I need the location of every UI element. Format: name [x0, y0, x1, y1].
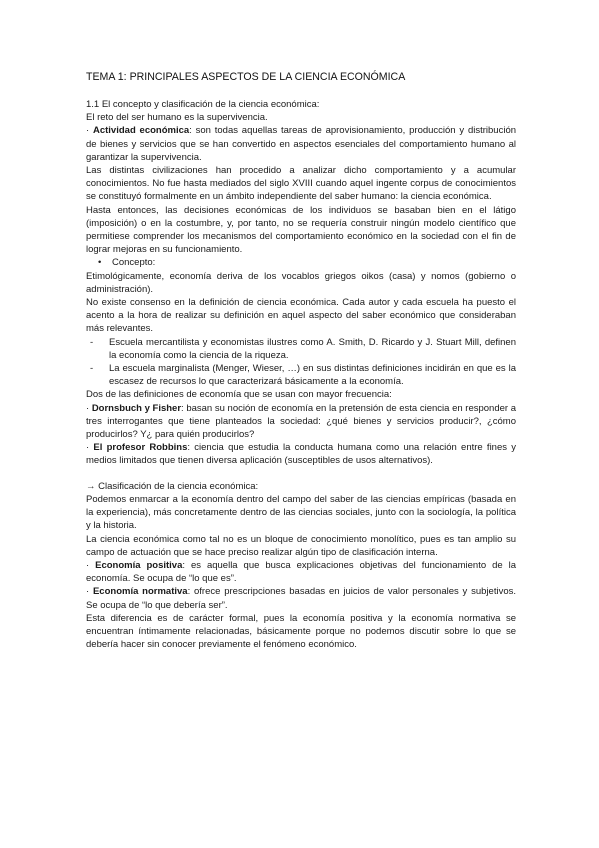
dash-marker: -: [90, 336, 94, 348]
definition-term: Economía normativa: [92, 586, 188, 598]
list-item: [86, 336, 516, 362]
bullet-dot: •: [98, 257, 102, 269]
list-item-text: Escuela mercantilista y economistas ilustres como A. Smith, D. Ricardo y J. Stuart Mill, definen la economía como la ciencia de la riqueza.: [109, 336, 516, 361]
bullet-concepto: [86, 256, 516, 269]
definition-robbins: [86, 441, 516, 467]
definition-text: : basan su noción de economía en la pretensión de esta ciencia en responder a tres interrogantes que tiene planteados la sociedad: ¿qué bienes y servicios producir?, ¿cómo producirlos? Y¿ para quién producirlos?: [86, 402, 516, 441]
definition-term: Actividad económica: [92, 125, 190, 137]
definition-normativa: [86, 585, 516, 611]
definition-dornsbusch: [86, 402, 516, 442]
paragraph-enmarcar: Podemos enmarcar a la economía dentro del campo del saber de las ciencias empíricas (basada en la experiencia), más concretamente dentro de las ciencias sociales, junto con la sociología, la política y la historia.: [86, 493, 516, 532]
definition-term: Dornsbuch y Fisher: [91, 402, 182, 414]
definition-prefix: ·: [86, 442, 94, 454]
page-title: TEMA 1: PRINCIPALES ASPECTOS DE LA CIENCIA ECONÓMICA: [86, 71, 406, 83]
definition-text: : es aquella que busca explicaciones objetivas del funcionamiento de la economía. Se ocupa de “lo que es”.: [86, 559, 516, 585]
definition-term: Economía positiva: [95, 559, 183, 571]
list-item-text: La escuela marginalista (Menger, Wieser, …) en sus distintas definiciones incidirán en que es la escasez de recursos lo que caracterizará básicamente a la economía.: [109, 363, 516, 388]
definition-prefix: ·: [86, 402, 92, 414]
spacer: [86, 468, 516, 480]
subsection-heading-clasificacion: → Clasificación de la ciencia económica:: [86, 480, 259, 492]
definition-prefix: ·: [86, 559, 96, 571]
definition-text: : ofrece prescripciones basadas en juicios de valor personales y subjetivos. Se ocupa de “lo que debería ser”.: [86, 586, 516, 611]
paragraph-monolitico: La ciencia económica como tal no es un bloque de conocimiento monolítico, pues es tan amplio su campo de actuación que se hace preciso realizar algún tipo de clasificación interna.: [86, 533, 516, 558]
definition-prefix: ·: [86, 125, 93, 137]
paragraph-hasta-entonces: Hasta entonces, las decisiones económicas de los individuos se basaban bien en el látigo (imposición) o en la costumbre, y, por tanto, no se requería construir ningún modelo científico que permitiese comprender los mecanismos del comportamiento económico en la sociedad con el fin de lograr mejoras en su funcionamiento.: [86, 204, 516, 256]
paragraph-reto: El reto del ser humano es la supervivencia.: [86, 112, 268, 124]
definition-positiva: [86, 559, 516, 585]
definition-term: El profesor Robbins: [93, 442, 188, 454]
bullet-label: Concepto:: [112, 257, 156, 269]
paragraph-dos-definiciones: Dos de las definiciones de economía que se usan con mayor frecuencia:: [86, 389, 392, 401]
paragraph-etimologia: Etimológicamente, economía deriva de los vocablos griegos oikos (casa) y nomos (gobierno o administración).: [86, 270, 516, 295]
section-heading: 1.1 El concepto y clasificación de la ciencia económica:: [86, 99, 320, 110]
definition-text: : son todas aquellas tareas de aprovisionamiento, producción y distribución de bienes y servicios que se han convertido en aspectos esenciales del comportamiento humano al garantizar la supervivencia.: [86, 125, 517, 163]
definition-actividad: [86, 124, 516, 164]
definition-text: : ciencia que estudia la conducta humana como una relación entre fines y medios limitados que tienen diversa aplicación (susceptibles de usos alternativos).: [86, 442, 516, 467]
paragraph-consenso: No existe consenso en la definición de ciencia económica. Cada autor y cada escuela ha puesto el acento a la hora de realizar su definición en aquel aspecto del saber económico que consideraban más relevantes.: [86, 297, 516, 335]
list-item: [86, 362, 516, 388]
document-body: [86, 70, 516, 651]
dash-marker: -: [90, 363, 94, 375]
definition-prefix: ·: [86, 586, 93, 598]
paragraph-civilizaciones: Las distintas civilizaciones han procedido a analizar dicho comportamiento y a acumular conocimientos. No fue hasta mediados del siglo XVIII cuando aquel ingente corpus de conocimientos se constituyó formalmente en un ámbito independiente del saber humano: la ciencia económica.: [86, 165, 516, 203]
paragraph-diferencia: Esta diferencia es de carácter formal, pues la economía positiva y la economía normativa se encuentran íntimamente relacionadas, básicamente porque no podemos discutir sobre lo que se debería hacer sin conocer previamente el fenómeno económico.: [86, 612, 516, 651]
